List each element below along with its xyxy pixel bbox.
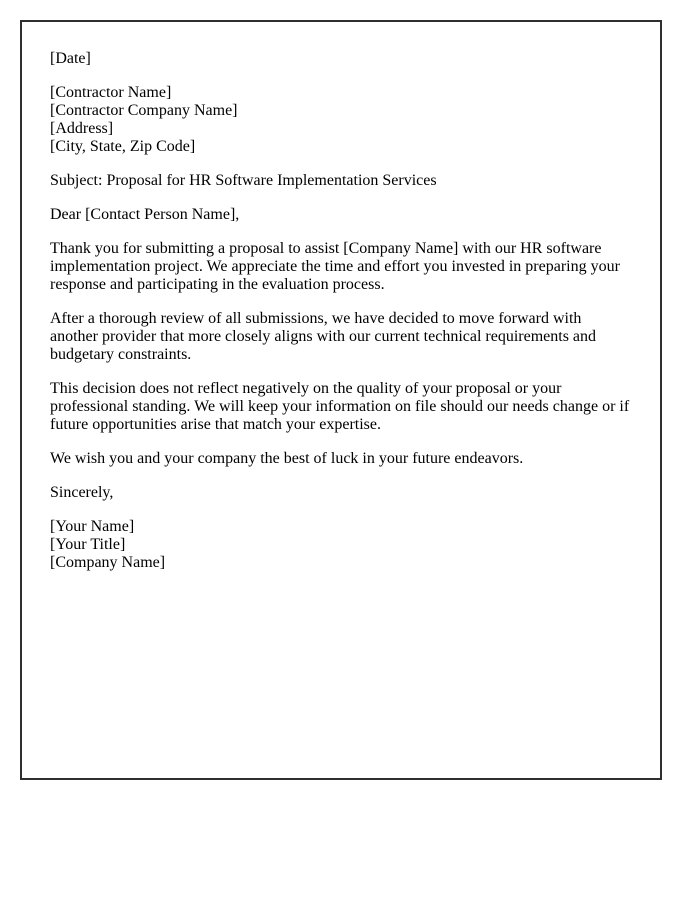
recipient-address: [Address] [50,120,114,137]
recipient-city-state-zip: [City, State, Zip Code] [50,138,196,155]
recipient-company: [Contractor Company Name] [50,102,238,119]
date-placeholder: [Date] [50,50,91,67]
signature-company: [Company Name] [50,554,166,571]
subject-line: Subject: Proposal for HR Software Implementation Services [50,172,437,189]
salutation-block [50,206,632,224]
salutation: Dear [Contact Person Name], [50,206,240,223]
closing: Sincerely, [50,484,114,501]
letter-page [20,20,662,780]
subject-block [50,172,632,190]
signature-name: [Your Name] [50,518,135,535]
signature-title: [Your Title] [50,536,126,553]
date-block [50,50,632,68]
paragraph-well-wishes: We wish you and your company the best of luck in your future endeavors. [50,450,524,467]
paragraph-reassurance: This decision does not reflect negatively on the quality of your proposal or your professional standing. We will keep your information on file should our needs change or if future opportunities arise that match your expertise. [50,380,630,433]
closing-block [50,484,632,502]
recipient-name: [Contractor Name] [50,84,172,101]
paragraph-decision: After a thorough review of all submissions, we have decided to move forward with another provider that more closely aligns with our current technical requirements and budgetary constraints. [50,310,597,363]
paragraph-thank-you: Thank you for submitting a proposal to assist [Company Name] with our HR software implementation project. We appreciate the time and effort you invested in preparing your response and participating in the evaluation process. [50,240,620,293]
recipient-address-block [50,84,632,156]
signature-block [50,518,632,572]
